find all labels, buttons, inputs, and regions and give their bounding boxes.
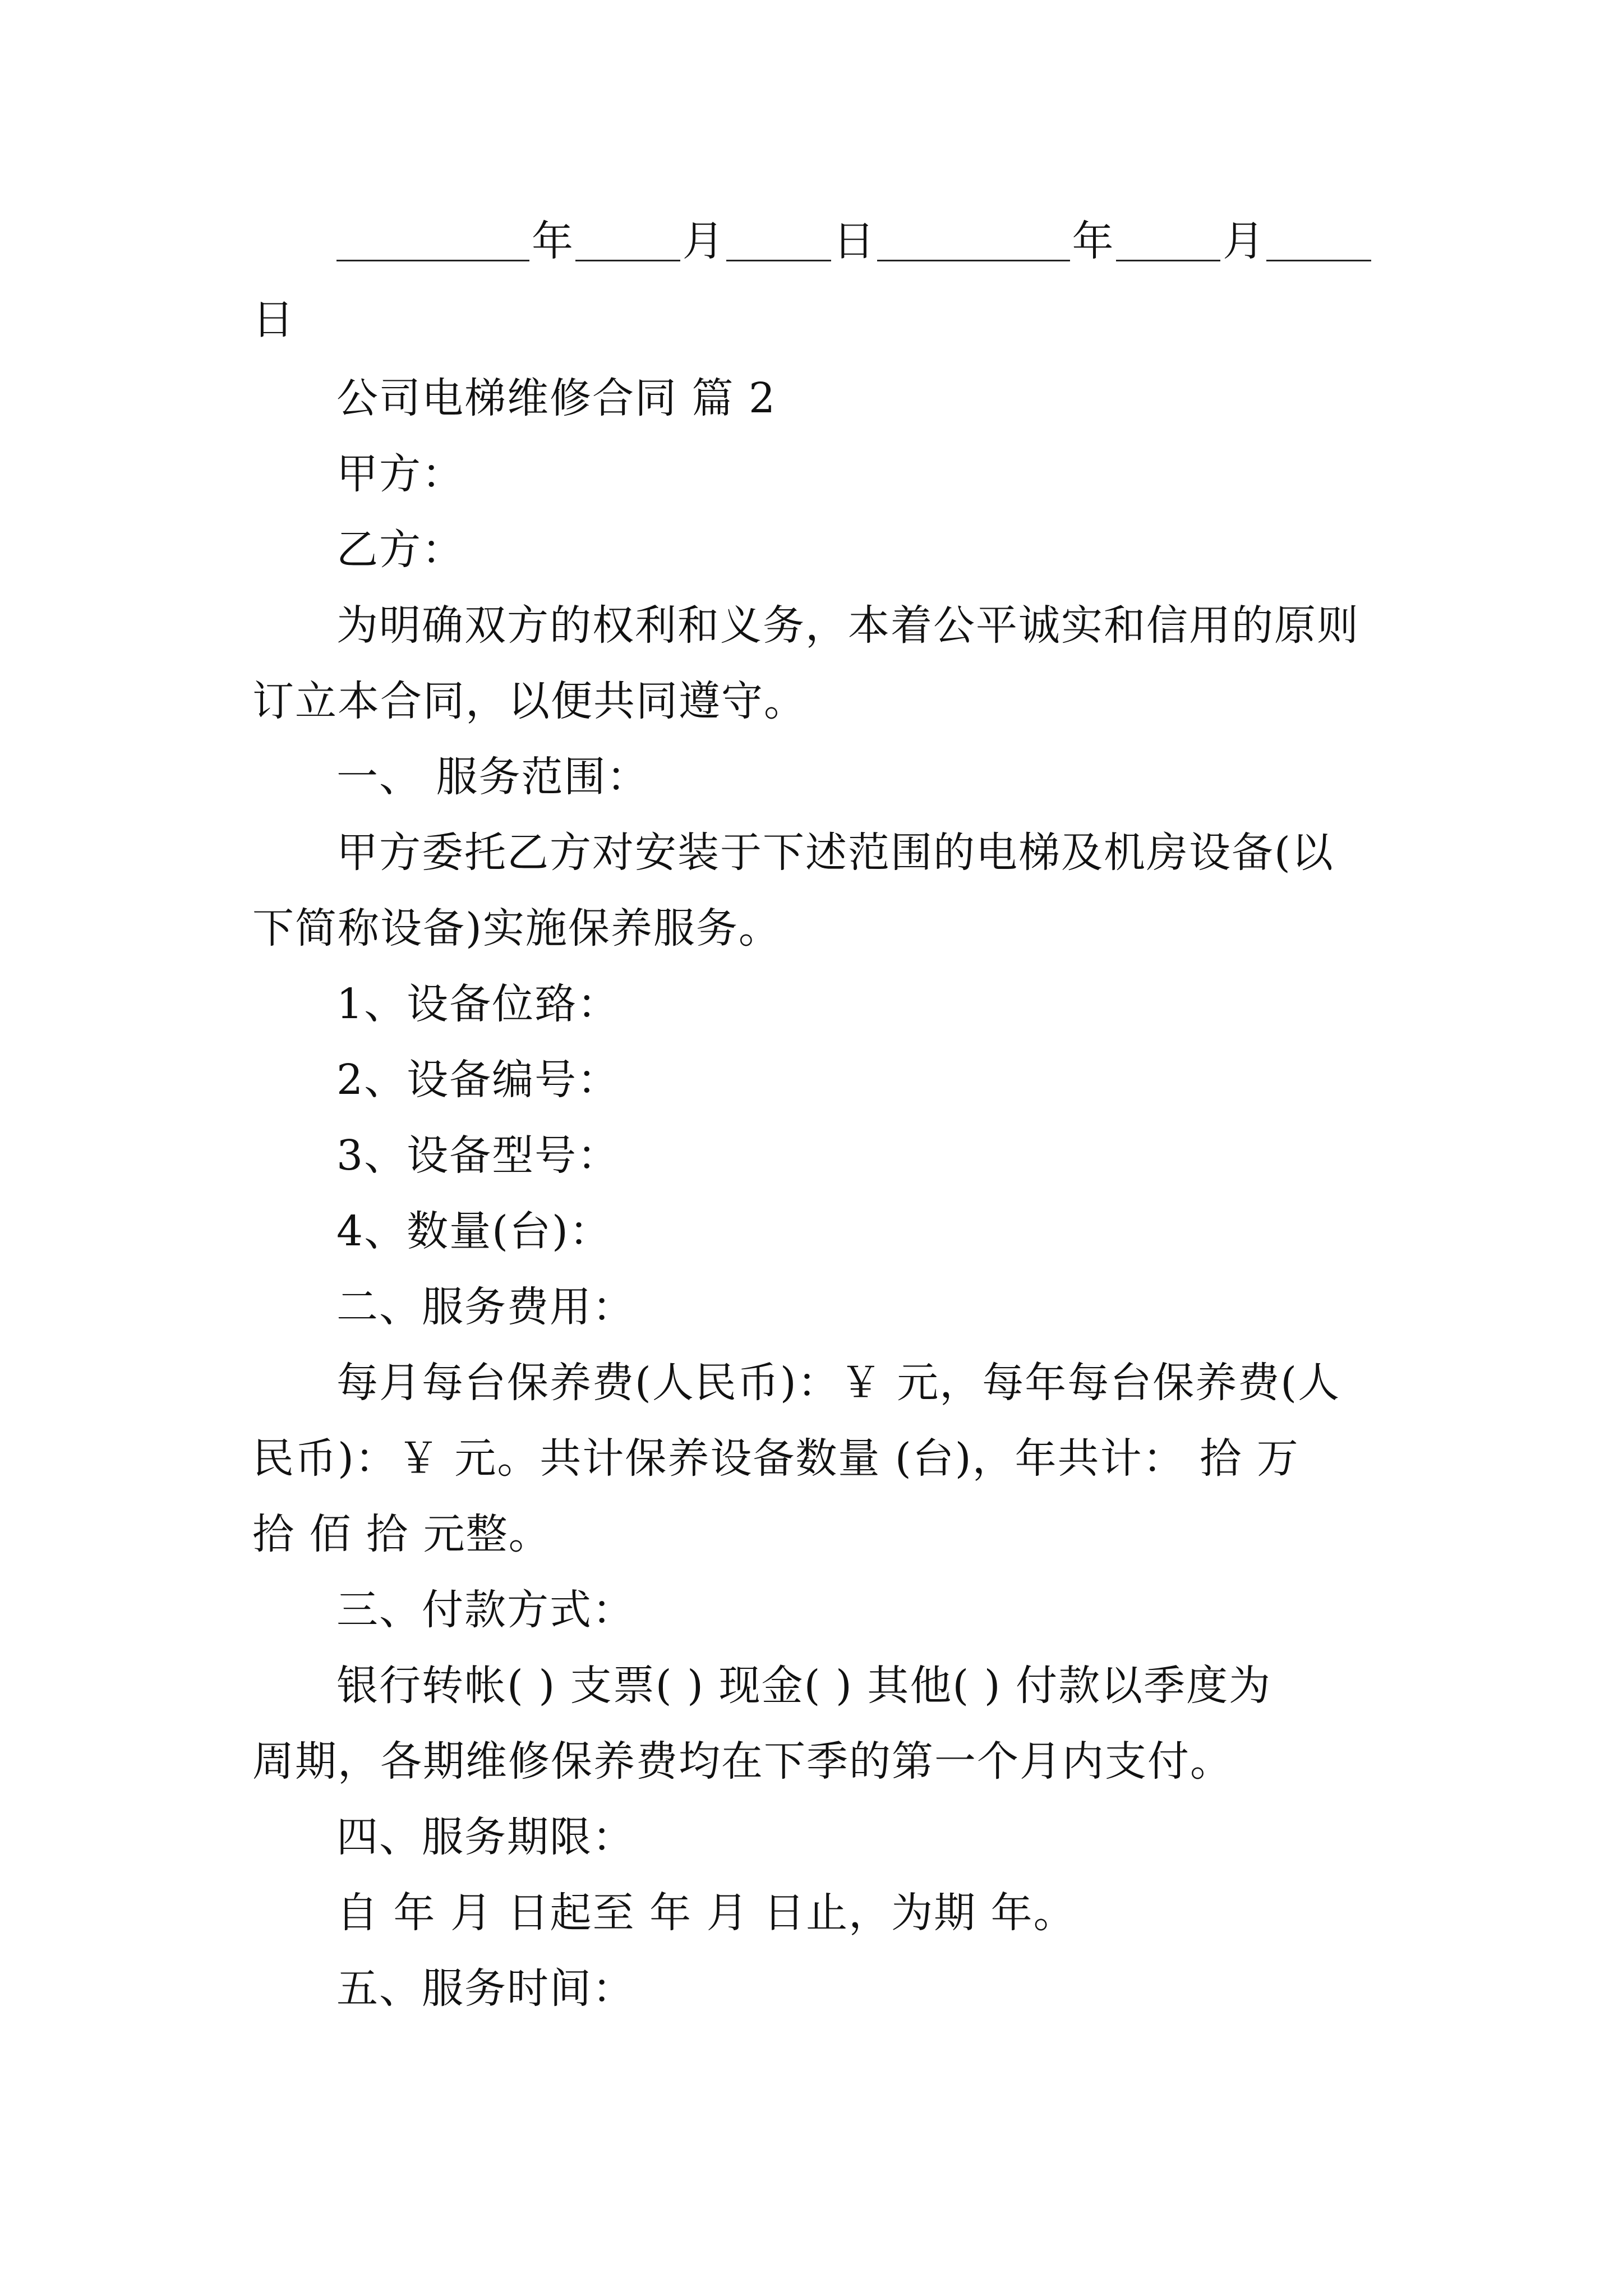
party-a-label: 甲方： (336, 450, 464, 498)
date-blank (877, 218, 1070, 261)
paragraph-line: 拾 佰 拾 元整。 (252, 1510, 551, 1558)
paragraph-line: 甲方委托乙方对安装于下述范围的电梯及机房设备(以 (336, 829, 1334, 877)
paragraph-line: 自 年 月 日起至 年 月 日止，为期 年。 (336, 1889, 1076, 1937)
date-blank (1266, 218, 1371, 261)
paragraph-line: 银行转帐( ) 支票( ) 现金( ) 其他( ) 付款以季度为 (336, 1662, 1272, 1710)
intro-paragraph-line: 订立本合同，以便共同遵守。 (252, 677, 806, 725)
section-heading: 五、服务时间： (336, 1964, 635, 2013)
party-b-label: 乙方： (336, 526, 464, 574)
date-blank (1116, 218, 1221, 261)
section-heading: 二、服务费用： (336, 1283, 635, 1331)
year-label: 年 (532, 217, 573, 265)
date-blank (336, 218, 529, 261)
list-item: 1、设备位臵： (336, 980, 620, 1028)
year-label: 年 (1072, 217, 1114, 265)
month-label: 月 (1223, 217, 1265, 265)
date-blank (575, 218, 680, 261)
date-day-wrap: 日 (252, 296, 295, 344)
section-heading: 一、 服务范围： (336, 753, 649, 801)
intro-paragraph-line: 为明确双方的权利和义务，本着公平诚实和信用的原则 (336, 601, 1359, 650)
paragraph-line: 每月每台保养费(人民币)：￥ 元，每年每台保养费(人 (336, 1359, 1341, 1407)
day-label: 日 (833, 217, 875, 265)
paragraph-line: 周期，各期维修保养费均在下季的第一个月内支付。 (252, 1737, 1233, 1786)
paragraph-line: 下简称设备)实施保养服务。 (252, 904, 781, 953)
month-label: 月 (682, 217, 724, 265)
section-heading: 三、付款方式： (336, 1586, 635, 1634)
paragraph-line: 民币)：￥ 元。共计保养设备数量 (台)，年共计： 拾 万 (252, 1434, 1299, 1483)
date-blank (726, 218, 831, 261)
section-heading: 四、服务期限： (336, 1813, 635, 1861)
list-item: 3、设备型号： (336, 1131, 620, 1180)
list-item: 4、数量(台)： (336, 1207, 612, 1255)
signature-date-row (336, 213, 1371, 269)
list-item: 2、设备编号： (336, 1056, 620, 1104)
section-title: 公司电梯维修合同 篇 2 (336, 374, 777, 422)
